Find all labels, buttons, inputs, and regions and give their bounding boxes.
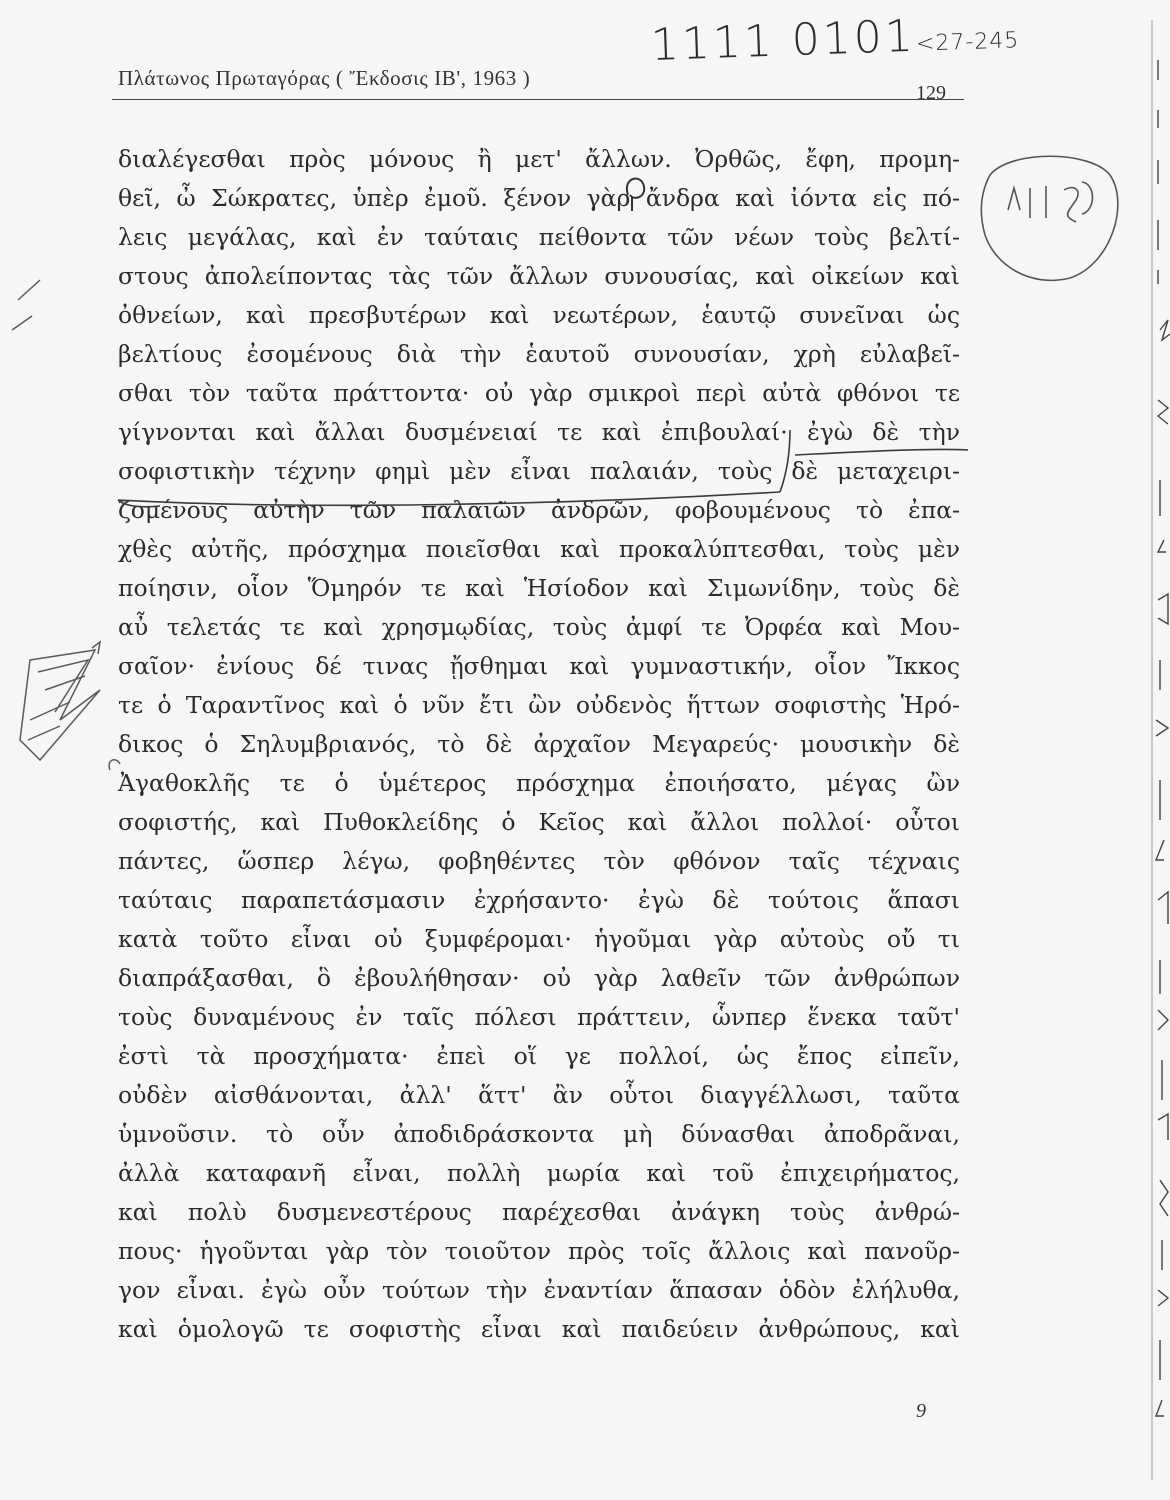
text-line: ποίησιν, οἷον Ὅμηρόν τε καὶ Ἡσίοδον καὶ Σιμωνίδην, τοὺς δὲ (118, 574, 960, 602)
text-line: καὶ πολὺ δυσμενεστέρους παρέχεσθαι ἀνάγκη τοὺς ἀνθρώ- (118, 1198, 960, 1226)
text-line: διαλέγεσθαι πρὸς μόνους ἢ μετ' ἄλλων. Ὀρθῶς, ἔφη, προμη- (118, 145, 960, 173)
text-line: σοφιστής, καὶ Πυθοκλείδης ὁ Κεῖος καὶ ἄλλοι πολλοί· οὗτοι (118, 808, 960, 836)
text-line: τε ὁ Ταραντῖνος καὶ ὁ νῦν ἔτι ὢν οὐδενὸς ἥττων σοφιστὴς Ἡρό- (118, 691, 960, 719)
text-line: λεις μεγάλας, καὶ ἐν ταύταις πείθοντα τῶν νέων τοὺς βελτί- (118, 223, 960, 251)
text-line: χθὲς αὐτῆς, πρόσχημα ποιεῖσθαι καὶ προκαλύπτεσθαι, τοὺς μὲν (118, 535, 960, 563)
left-pencil-scribble (12, 280, 120, 770)
text-line: στους ἀπολείποντας τὰς τῶν ἄλλων συνουσίας, καὶ οἰκείων καὶ (118, 262, 960, 290)
text-line: ζομένους αὐτὴν τῶν παλαιῶν ἀνδρῶν, φοβουμένους τὸ ἐπα- (118, 496, 960, 524)
text-line: ὀθνείων, καὶ πρεσβυτέρων καὶ νεωτέρων, ἑαυτῷ συνεῖναι ὡς (118, 301, 960, 329)
text-line: τοὺς δυναμένους ἐν ταῖς πόλεσι πράττειν, ὧνπερ ἕνεκα ταῦτ' (118, 1003, 960, 1031)
main-text-block (118, 140, 960, 1349)
signature-mark: 9 (916, 1400, 926, 1422)
text-line: ἐστὶ τὰ προσχήματα· ἐπεὶ οἵ γε πολλοί, ὡς ἔπος εἰπεῖν, (118, 1042, 960, 1070)
text-line: γίγνονται καὶ ἄλλαι δυσμένειαί τε καὶ ἐπιβουλαί· ἐγὼ δὲ τὴν (118, 418, 960, 446)
text-line: θεῖ, ὦ Σώκρατες, ὑπὲρ ἐμοῦ. ξένον γὰρ ἄνδρα καὶ ἰόντα εἰς πό- (118, 184, 960, 212)
text-line: διαπράξασθαι, ὃ ἐβουλήθησαν· οὐ γὰρ λαθεῖν τῶν ἀνθρώπων (118, 964, 960, 992)
running-header-title: Πλάτωνος Πρωταγόρας ( Ἔκδοσις ΙΒ', 1963 ) (118, 66, 531, 90)
text-line: πάντες, ὥσπερ λέγω, φοβηθέντες τὸν φθόνον ταῖς τέχναις (118, 847, 960, 875)
text-line: βελτίους ἐσομένους διὰ τὴν ἑαυτοῦ συνουσίαν, χρὴ εὐλαβεῖ- (118, 340, 960, 368)
text-line: καὶ ὁμολογῶ τε σοφιστὴς εἶναι καὶ παιδεύειν ἀνθρώπους, καὶ (118, 1315, 960, 1343)
text-line: αὖ τελετάς τε καὶ χρησμῳδίας, τοὺς ἀμφί τε Ὀρφέα καὶ Μου- (118, 613, 960, 641)
handwritten-reference-number: 1111 0101 (650, 10, 917, 71)
text-line: ἀλλὰ καταφανῆ εἶναι, πολλὴ μωρία καὶ τοῦ ἐπιχειρήματος, (118, 1159, 960, 1187)
text-line: σοφιστικὴν τέχνην φημὶ μὲν εἶναι παλαιάν, τοὺς δὲ μεταχειρι- (118, 457, 960, 485)
text-line: πους· ἡγοῦνται γὰρ τὸν τοιοῦτον πρὸς τοῖς ἄλλοις καὶ πανοῦρ- (118, 1237, 960, 1265)
text-line: οὐδὲν αἰσθάνονται, ἀλλ' ἅττ' ἂν οὗτοι διαγγέλλωσι, ταῦτα (118, 1081, 960, 1109)
text-line: ταύταις παραπετάσμασιν ἐχρήσαντο· ἐγὼ δὲ τούτοις ἅπασι (118, 886, 960, 914)
text-line: Ἀγαθοκλῆς τε ὁ ὑμέτερος πρόσχημα ἐποιήσατο, μέγας ὢν (118, 769, 960, 797)
text-line: σαῖον· ἐνίους δέ τινας ᾔσθημαι καὶ γυμναστικήν, οἷον Ἴκκος (118, 652, 960, 680)
text-line: ὑμνοῦσιν. τὸ οὖν ἀποδιδράσκοντα μὴ δύνασθαι ἀποδρᾶναι, (118, 1120, 960, 1148)
text-line: κατὰ τοῦτο εἶναι οὐ ξυμφέρομαι· ἡγοῦμαι γὰρ αὐτοὺς οὔ τι (118, 925, 960, 953)
handwritten-reference-annotation (650, 7, 1020, 71)
text-line: γον εἶναι. ἐγὼ οὖν τούτων τὴν ἐναντίαν ἅπασαν ὁδὸν ἐλήλυθα, (118, 1276, 960, 1304)
handwritten-reference-suffix: <27-245 (915, 28, 1020, 57)
circled-marginal-note (981, 156, 1117, 280)
text-line: δικος ὁ Σηλυμβριανός, τὸ δὲ ἀρχαῖον Μεγαρεύς· μουσικὴν δὲ (118, 730, 960, 758)
page-number: 129 (916, 82, 946, 104)
text-line: σθαι τὸν ταῦτα πράττοντα· οὐ γὰρ σμικροὶ περὶ αὐτὰ φθόνοι τε (118, 379, 960, 407)
header-rule (112, 99, 964, 100)
binding-edge-marks (1152, 20, 1170, 1480)
